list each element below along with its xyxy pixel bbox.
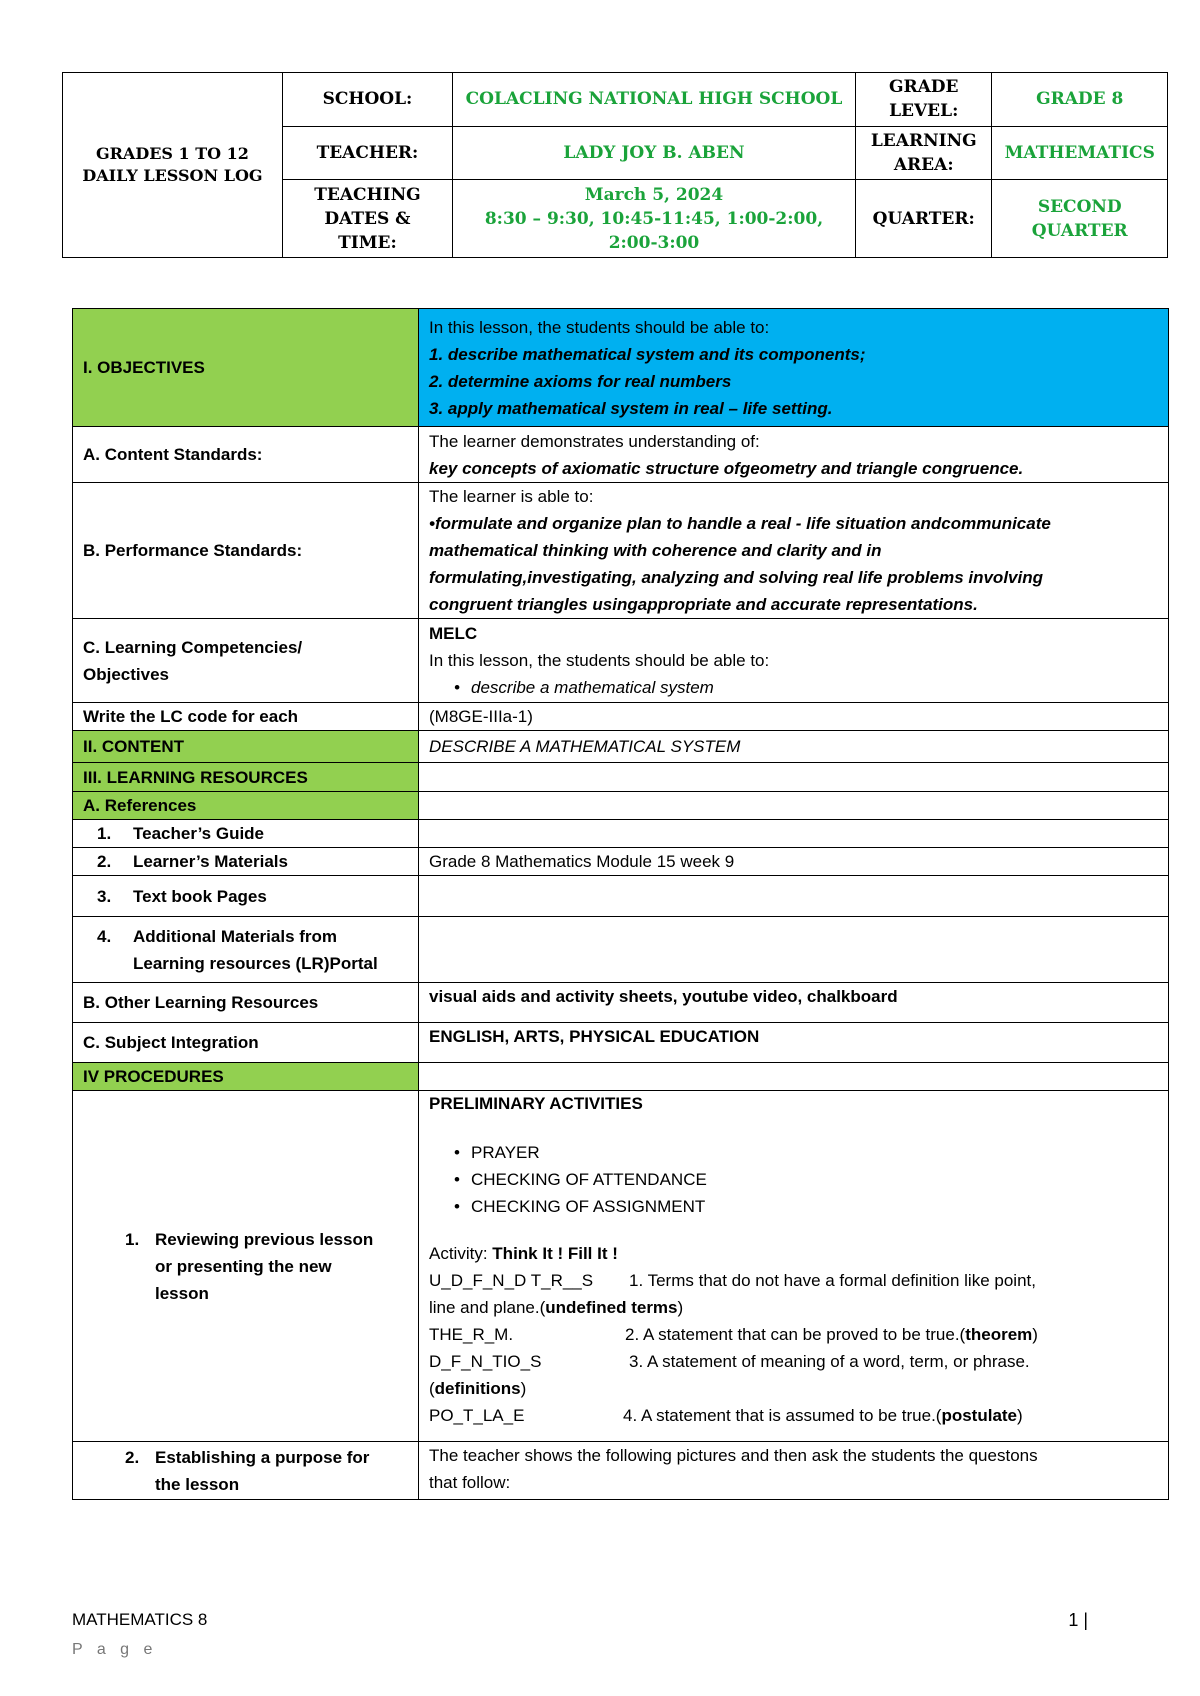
school-value: COLACLING NATIONAL HIGH SCHOOL xyxy=(452,73,855,127)
footer-subject: MATHEMATICS 8 xyxy=(72,1610,208,1629)
puzzle-clue-cont: line and plane.( xyxy=(429,1298,546,1317)
puzzle-tail: ) xyxy=(1017,1406,1023,1425)
reviewing-content xyxy=(419,1091,1169,1442)
teacher-label: TEACHER: xyxy=(282,126,452,180)
puzzle-item xyxy=(429,1321,1158,1348)
puzzle-clue: 1. Terms that do not have a formal definition like point, xyxy=(629,1271,1036,1290)
teachers-guide-text: Teacher’s Guide xyxy=(133,824,265,843)
lc-code-value: (M8GE-IIIa-1) xyxy=(419,703,1169,731)
performance-standards-content xyxy=(419,483,1169,619)
prelim-bullet xyxy=(429,1139,1158,1166)
puzzle-answer: definitions xyxy=(434,1379,521,1398)
dates-label-line2: DATES & TIME: xyxy=(324,208,411,253)
lesson-table xyxy=(72,308,1169,1500)
lc-code-label: Write the LC code for each xyxy=(73,703,419,731)
establishing-num: 2. xyxy=(125,1447,140,1467)
textbook-text: Text book Pages xyxy=(133,886,267,906)
learning-resources-label: III. LEARNING RESOURCES xyxy=(73,763,419,792)
learners-materials-label xyxy=(73,848,419,876)
additional-materials-label xyxy=(73,917,419,983)
performance-standards-line: mathematical thinking with coherence and clarity and in xyxy=(429,541,882,560)
competencies-content xyxy=(419,619,1169,703)
competencies-label xyxy=(73,619,419,703)
learners-materials-num: 2. xyxy=(97,852,112,871)
header-table xyxy=(62,72,1168,258)
grade-level-value: GRADE 8 xyxy=(992,73,1168,127)
additional-materials-line2: Learning resources (LR)Portal xyxy=(133,953,378,973)
quarter-value xyxy=(992,180,1168,258)
footer-page-number: 1 | xyxy=(1068,1610,1088,1630)
performance-standards-line: •formulate and organize plan to handle a real - life situation andcommunicate xyxy=(429,514,1051,533)
content-standards-label: A. Content Standards: xyxy=(73,427,419,483)
puzzle-clue: 3. A statement of meaning of a word, term, or phrase. xyxy=(629,1352,1030,1371)
performance-standards-label: B. Performance Standards: xyxy=(73,483,419,619)
puzzle-tail: ) xyxy=(520,1379,527,1398)
textbook-row xyxy=(73,876,1169,917)
dates-label-line1: TEACHING xyxy=(314,184,421,205)
learners-materials-value: Grade 8 Mathematics Module 15 week 9 xyxy=(419,848,1169,876)
objective-item: 3. apply mathematical system in real – life setting. xyxy=(429,398,833,418)
activity-prefix: Activity: xyxy=(429,1244,493,1263)
melc-label: MELC xyxy=(429,624,478,643)
establishing-text-line2: that follow: xyxy=(429,1473,511,1492)
competency-text: describe a mathematical system xyxy=(471,678,714,697)
puzzle-clue-cont: ( xyxy=(429,1379,435,1398)
performance-standards-line: congruent triangles usingappropriate and accurate representations. xyxy=(429,595,978,614)
references-label: A. References xyxy=(73,792,419,820)
content-row xyxy=(73,731,1169,763)
puzzle-clue: 2. A statement that can be proved to be true.( xyxy=(625,1325,966,1344)
reviewing-label-line1: Reviewing previous lesson xyxy=(155,1229,374,1249)
prelim-bullet-text: CHECKING OF ASSIGNMENT xyxy=(471,1197,706,1216)
teachers-guide-label xyxy=(73,820,419,848)
quarter-label: QUARTER: xyxy=(855,180,992,258)
establishing-row xyxy=(73,1442,1169,1500)
objectives-content xyxy=(419,309,1169,427)
teachers-guide-row xyxy=(73,820,1169,848)
dll-title-line2: DAILY LESSON LOG xyxy=(82,166,263,185)
learning-area-label xyxy=(855,126,992,180)
lc-code-row xyxy=(73,703,1169,731)
performance-standards-intro: The learner is able to: xyxy=(429,487,594,506)
quarter-value-line2: QUARTER xyxy=(1031,220,1128,241)
reviewing-num: 1. xyxy=(125,1229,140,1249)
content-standards-row xyxy=(73,427,1169,483)
dates-value-line1: March 5, 2024 xyxy=(584,184,724,205)
textbook-num: 3. xyxy=(97,886,112,906)
teachers-guide-value xyxy=(419,820,1169,848)
additional-materials-row xyxy=(73,917,1169,983)
grade-level-label xyxy=(855,73,992,127)
competency-bullet xyxy=(429,674,1158,701)
reviewing-label xyxy=(73,1091,419,1442)
bullet-icon: • xyxy=(454,1143,460,1162)
bullet-icon: • xyxy=(454,1170,460,1189)
textbook-value xyxy=(419,876,1169,917)
objective-item: 2. determine axioms for real numbers xyxy=(429,371,732,391)
learners-materials-row xyxy=(73,848,1169,876)
establishing-text-line1: The teacher shows the following pictures and then ask the students the questons xyxy=(429,1446,1038,1465)
dll-title-line1: GRADES 1 TO 12 xyxy=(95,144,249,163)
prelim-bullet xyxy=(429,1193,1158,1220)
quarter-value-line1: SECOND xyxy=(1037,196,1122,217)
puzzle-item xyxy=(429,1402,1158,1429)
dll-title-cell xyxy=(63,73,283,258)
competencies-label-line1: C. Learning Competencies/ xyxy=(83,637,303,657)
puzzle-item xyxy=(429,1267,1158,1294)
establishing-label-line2: the lesson xyxy=(155,1474,240,1494)
other-resources-label: B. Other Learning Resources xyxy=(73,983,419,1023)
competencies-label-line2: Objectives xyxy=(83,664,169,684)
school-label: SCHOOL: xyxy=(282,73,452,127)
competencies-row xyxy=(73,619,1169,703)
prelim-bullet xyxy=(429,1166,1158,1193)
grade-label-line2: LEVEL: xyxy=(889,101,959,122)
content-label: II. CONTENT xyxy=(73,731,419,763)
footer-page-word: P a g e xyxy=(72,1641,158,1658)
establishing-content xyxy=(419,1442,1169,1500)
performance-standards-line: formulating,investigating, analyzing and solving real life problems involving xyxy=(429,568,1043,587)
content-standards-content xyxy=(419,427,1169,483)
bullet-icon: • xyxy=(454,1197,460,1216)
content-standards-text: key concepts of axiomatic structure ofgeometry and triangle congruence. xyxy=(429,458,1024,478)
puzzle-word: U_D_F_N_D T_R__S xyxy=(429,1271,594,1290)
subject-integration-label: C. Subject Integration xyxy=(73,1023,419,1063)
puzzle-item-cont xyxy=(429,1294,1158,1321)
teaching-dates-value xyxy=(452,180,855,258)
puzzle-item-cont xyxy=(429,1375,1158,1402)
activity-title: Think It ! Fill It ! xyxy=(492,1244,618,1263)
reviewing-label-line2: or presenting the new xyxy=(155,1256,332,1276)
prelim-bullet-text: PRAYER xyxy=(471,1143,540,1162)
establishing-label xyxy=(73,1442,419,1500)
puzzle-word: PO_T_LA_E xyxy=(429,1406,525,1425)
procedures-label: IV PROCEDURES xyxy=(73,1063,419,1091)
puzzle-answer: postulate xyxy=(941,1406,1018,1425)
puzzle-clue: 4. A statement that is assumed to be true.( xyxy=(623,1406,942,1425)
learning-area-value: MATHEMATICS xyxy=(992,126,1168,180)
puzzle-answer: undefined terms xyxy=(545,1298,678,1317)
area-label-line2: AREA: xyxy=(893,154,954,175)
establishing-label-line1: Establishing a purpose for xyxy=(155,1447,370,1467)
puzzle-word: THE_R_M. xyxy=(429,1325,514,1344)
reviewing-label-line3: lesson xyxy=(155,1283,209,1303)
puzzle-item xyxy=(429,1348,1158,1375)
subject-integration-row xyxy=(73,1023,1169,1063)
procedures-row xyxy=(73,1063,1169,1091)
competencies-intro: In this lesson, the students should be able to: xyxy=(429,651,770,670)
content-value: DESCRIBE A MATHEMATICAL SYSTEM xyxy=(419,731,1169,763)
learning-resources-row xyxy=(73,763,1169,792)
learning-resources-value xyxy=(419,763,1169,792)
puzzle-tail: ) xyxy=(677,1298,684,1317)
performance-standards-row xyxy=(73,483,1169,619)
references-row xyxy=(73,792,1169,820)
subject-integration-value: ENGLISH, ARTS, PHYSICAL EDUCATION xyxy=(419,1023,1169,1063)
puzzle-word: D_F_N_TIO_S xyxy=(429,1352,542,1371)
other-resources-row xyxy=(73,983,1169,1023)
teaching-dates-label xyxy=(282,180,452,258)
teachers-guide-num: 1. xyxy=(97,824,112,843)
teacher-value: LADY JOY B. ABEN xyxy=(452,126,855,180)
preliminary-activities-title: PRELIMINARY ACTIVITIES xyxy=(429,1094,643,1113)
reviewing-row xyxy=(73,1091,1169,1442)
grade-label-line1: GRADE xyxy=(888,77,959,98)
references-value xyxy=(419,792,1169,820)
area-label-line1: LEARNING xyxy=(870,130,977,151)
learners-materials-text: Learner’s Materials xyxy=(133,852,288,871)
prelim-bullet-text: CHECKING OF ATTENDANCE xyxy=(471,1170,707,1189)
objectives-intro: In this lesson, the students should be able to: xyxy=(429,317,770,337)
other-resources-value: visual aids and activity sheets, youtube video, chalkboard xyxy=(419,983,1169,1023)
textbook-label xyxy=(73,876,419,917)
dates-value-line2: 8:30 – 9:30, 10:45-11:45, 1:00-2:00, xyxy=(484,208,824,229)
activity-title-line xyxy=(429,1240,1158,1267)
procedures-value xyxy=(419,1063,1169,1091)
additional-materials-line1: Additional Materials from xyxy=(133,926,338,946)
bullet-icon: • xyxy=(454,678,460,697)
content-standards-intro: The learner demonstrates understanding of: xyxy=(429,431,760,451)
additional-materials-value xyxy=(419,917,1169,983)
additional-materials-num: 4. xyxy=(97,926,112,946)
dates-value-line3: 2:00-3:00 xyxy=(608,232,700,253)
objectives-row xyxy=(73,309,1169,427)
objective-item: 1. describe mathematical system and its components; xyxy=(429,344,866,364)
puzzle-tail: ) xyxy=(1032,1325,1038,1344)
objectives-label: I. OBJECTIVES xyxy=(73,309,419,427)
puzzle-answer: theorem xyxy=(965,1325,1033,1344)
